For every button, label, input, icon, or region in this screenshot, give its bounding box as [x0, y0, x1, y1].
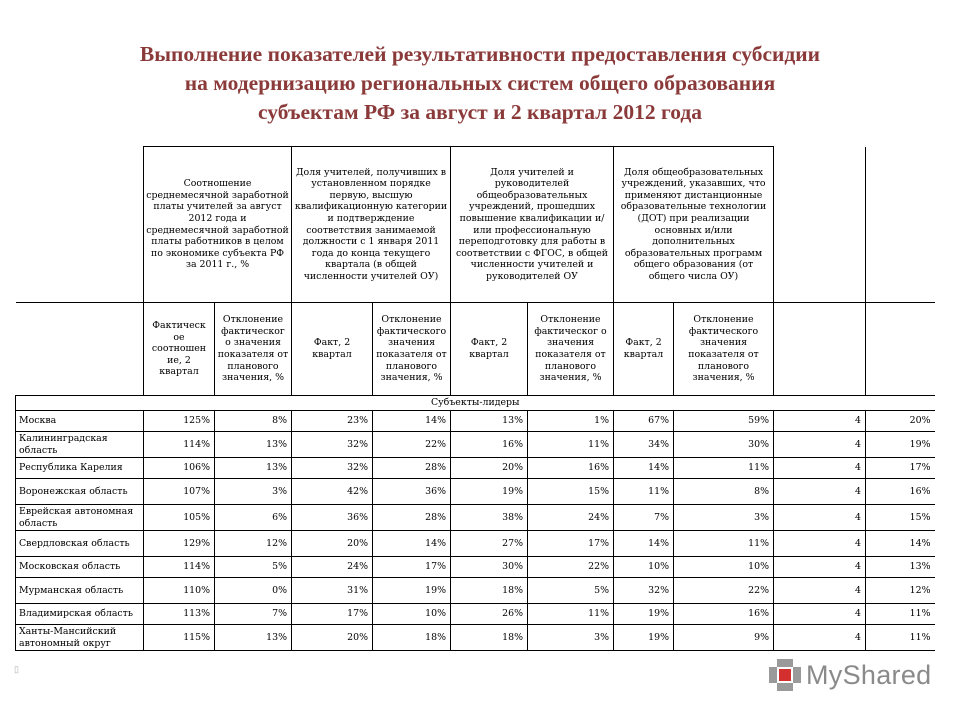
- table-row: [16, 578, 935, 604]
- header-qualified-share: Доля учителей, получивших в установленном порядке первую, высшую квалификационную категории и подтверждение соответствия занимаемой должности с 1 января 2011 года до конца текущего квартала (в общей численности учителей ОУ): [292, 147, 451, 303]
- subheader-deviation-qualified: Отклонение фактического значения показателя от планового значения, %: [373, 303, 451, 396]
- table-cell: 15%: [528, 479, 614, 505]
- table-cell: 4: [774, 432, 866, 458]
- table-cell: 114%: [144, 557, 215, 578]
- group-label-row: [16, 396, 935, 411]
- table-cell: 17%: [373, 557, 451, 578]
- table-cell: 14%: [614, 458, 674, 479]
- table-cell: 22%: [373, 432, 451, 458]
- table-row: [16, 557, 935, 578]
- table-cell: 115%: [144, 625, 215, 651]
- table-cell: 11%: [866, 604, 935, 625]
- table-cell: 7%: [614, 505, 674, 531]
- table-cell: 14%: [373, 531, 451, 557]
- sub-corner-cell: [16, 303, 144, 396]
- table-cell: 13%: [215, 432, 292, 458]
- table-cell: 32%: [292, 432, 373, 458]
- table-cell: 28%: [373, 505, 451, 531]
- table-cell: 125%: [144, 411, 215, 432]
- table-cell: 22%: [528, 557, 614, 578]
- table-row: [16, 505, 935, 531]
- table-cell: 24%: [528, 505, 614, 531]
- table-cell: 20%: [451, 458, 528, 479]
- table-cell: 1%: [528, 411, 614, 432]
- table-row: [16, 411, 935, 432]
- table-cell: 19%: [451, 479, 528, 505]
- table-cell: 17%: [528, 531, 614, 557]
- table-cell: 10%: [674, 557, 774, 578]
- table-cell: 23%: [292, 411, 373, 432]
- table-cell: 3%: [215, 479, 292, 505]
- table-cell: 16%: [866, 479, 935, 505]
- table-cell: 129%: [144, 531, 215, 557]
- table-cell: 4: [774, 625, 866, 651]
- header-blank-2: [866, 147, 935, 303]
- table-cell: 13%: [451, 411, 528, 432]
- table-cell: 13%: [215, 625, 292, 651]
- table-row: [16, 531, 935, 557]
- title-line-1: Выполнение показателей результативности предоставления субсидии: [139, 42, 821, 66]
- table-cell: 11%: [528, 432, 614, 458]
- table-cell: 11%: [614, 479, 674, 505]
- table-cell: 7%: [215, 604, 292, 625]
- table-row: [16, 458, 935, 479]
- subheader-fact-q2-dot: Факт, 2 квартал: [614, 303, 674, 396]
- table-cell: 24%: [292, 557, 373, 578]
- group-header-row: [16, 147, 935, 303]
- table-cell: 22%: [674, 578, 774, 604]
- table-cell: 26%: [451, 604, 528, 625]
- table-cell: 16%: [528, 458, 614, 479]
- table-cell: 20%: [292, 625, 373, 651]
- header-blank-1: [774, 147, 866, 303]
- title-line-2: на модернизацию региональных систем общего образования: [184, 71, 776, 95]
- region-name: Свердловская область: [16, 531, 144, 557]
- table-cell: 12%: [866, 578, 935, 604]
- table-cell: 105%: [144, 505, 215, 531]
- sub-header-row: [16, 303, 935, 396]
- table-cell: 36%: [292, 505, 373, 531]
- header-dot-share: Доля общеобразовательных учреждений, указавших, что применяют дистанционные образовательные технологии (ДОТ) при реализации основных и/или дополнительных образовательных программ общего образования (от общего числа ОУ): [614, 147, 774, 303]
- table-cell: 4: [774, 479, 866, 505]
- table-cell: 17%: [866, 458, 935, 479]
- table-cell: 19%: [614, 604, 674, 625]
- slide-title: [0, 40, 960, 127]
- table-cell: 5%: [528, 578, 614, 604]
- table-cell: 4: [774, 578, 866, 604]
- table-cell: 3%: [674, 505, 774, 531]
- sub-header-blank-2: [866, 303, 935, 396]
- table-cell: 17%: [292, 604, 373, 625]
- table-row: [16, 479, 935, 505]
- table-cell: 5%: [215, 557, 292, 578]
- table-row: [16, 625, 935, 651]
- table-cell: 42%: [292, 479, 373, 505]
- table-cell: 15%: [866, 505, 935, 531]
- subheader-deviation-dot: Отклонение фактического значения показателя от планового значения, %: [674, 303, 774, 396]
- table-row: [16, 432, 935, 458]
- table-cell: 14%: [866, 531, 935, 557]
- results-table: [15, 146, 935, 651]
- table-cell: 9%: [674, 625, 774, 651]
- table-cell: 4: [774, 531, 866, 557]
- table-cell: 8%: [215, 411, 292, 432]
- region-name: Республика Карелия: [16, 458, 144, 479]
- subheader-deviation-retrained: Отклонение фактическог о значения показателя от планового значения, %: [528, 303, 614, 396]
- table-cell: 16%: [451, 432, 528, 458]
- table-cell: 18%: [451, 578, 528, 604]
- table-cell: 67%: [614, 411, 674, 432]
- table-cell: 110%: [144, 578, 215, 604]
- table-cell: 28%: [373, 458, 451, 479]
- region-name: Московская область: [16, 557, 144, 578]
- table-cell: 19%: [373, 578, 451, 604]
- region-name: Ханты-Мансийский автономный округ: [16, 625, 144, 651]
- table-cell: 10%: [373, 604, 451, 625]
- corner-cell: [16, 147, 144, 303]
- data-rows: [16, 411, 935, 651]
- myshared-logo: [768, 657, 931, 693]
- region-name: Воронежская область: [16, 479, 144, 505]
- table-cell: 14%: [373, 411, 451, 432]
- table-cell: 114%: [144, 432, 215, 458]
- table-cell: 4: [774, 411, 866, 432]
- group-label: Субъекты-лидеры: [16, 396, 935, 411]
- table-cell: 19%: [614, 625, 674, 651]
- table-cell: 11%: [674, 458, 774, 479]
- table-cell: 32%: [614, 578, 674, 604]
- header-salary-ratio: Соотношение среднемесячной заработной платы учителей за август 2012 года и среднемесячной заработной платы работников в целом по экономике субъекта РФ за 2011 г., %: [144, 147, 292, 303]
- region-name: Еврейская автономная область: [16, 505, 144, 531]
- region-name: Мурманская область: [16, 578, 144, 604]
- table-cell: 32%: [292, 458, 373, 479]
- table-cell: 18%: [451, 625, 528, 651]
- table-cell: 30%: [451, 557, 528, 578]
- table-cell: 107%: [144, 479, 215, 505]
- subheader-fact-ratio: Фактическ ое соотношен ие, 2 квартал: [144, 303, 215, 396]
- table-cell: 14%: [614, 531, 674, 557]
- table-cell: 113%: [144, 604, 215, 625]
- table-cell: 31%: [292, 578, 373, 604]
- logo-text: MyShared: [806, 659, 932, 690]
- table-cell: 4: [774, 557, 866, 578]
- table-cell: 11%: [528, 604, 614, 625]
- table-cell: 27%: [451, 531, 528, 557]
- slide-mark: ▯: [14, 664, 19, 674]
- table-cell: 4: [774, 458, 866, 479]
- table-cell: 16%: [674, 604, 774, 625]
- table-cell: 8%: [674, 479, 774, 505]
- table-row: [16, 604, 935, 625]
- table-cell: 12%: [215, 531, 292, 557]
- header-retrained-share: Доля учителей и руководителей общеобразовательных учреждений, прошедших повышение квалификации и/или профессиональную переподготовку для работы в соответствии с ФГОС, в общей численности учителей и руководителей ОУ: [451, 147, 614, 303]
- table-cell: 6%: [215, 505, 292, 531]
- table-cell: 3%: [528, 625, 614, 651]
- myshared-logo-icon: [768, 658, 802, 692]
- subheader-fact-q2-retrained: Факт, 2 квартал: [451, 303, 528, 396]
- table-cell: 34%: [614, 432, 674, 458]
- table-cell: 18%: [373, 625, 451, 651]
- subheader-fact-q2-qualified: Факт, 2 квартал: [292, 303, 373, 396]
- table-cell: 106%: [144, 458, 215, 479]
- region-name: Калининградская область: [16, 432, 144, 458]
- table-cell: 11%: [674, 531, 774, 557]
- table-cell: 4: [774, 604, 866, 625]
- subheader-deviation-ratio: Отклонение фактическог о значения показателя от планового значения, %: [215, 303, 292, 396]
- table-cell: 13%: [215, 458, 292, 479]
- table-cell: 11%: [866, 625, 935, 651]
- table-cell: 20%: [292, 531, 373, 557]
- title-line-3: субъектам РФ за август и 2 квартал 2012 года: [258, 100, 702, 124]
- table-cell: 38%: [451, 505, 528, 531]
- table-cell: 30%: [674, 432, 774, 458]
- table-cell: 20%: [866, 411, 935, 432]
- table-cell: 13%: [866, 557, 935, 578]
- table-cell: 59%: [674, 411, 774, 432]
- table-cell: 10%: [614, 557, 674, 578]
- table-cell: 19%: [866, 432, 935, 458]
- sub-header-blank-1: [774, 303, 866, 396]
- region-name: Владимирская область: [16, 604, 144, 625]
- table-cell: 0%: [215, 578, 292, 604]
- region-name: Москва: [16, 411, 144, 432]
- table-cell: 36%: [373, 479, 451, 505]
- table-cell: 4: [774, 505, 866, 531]
